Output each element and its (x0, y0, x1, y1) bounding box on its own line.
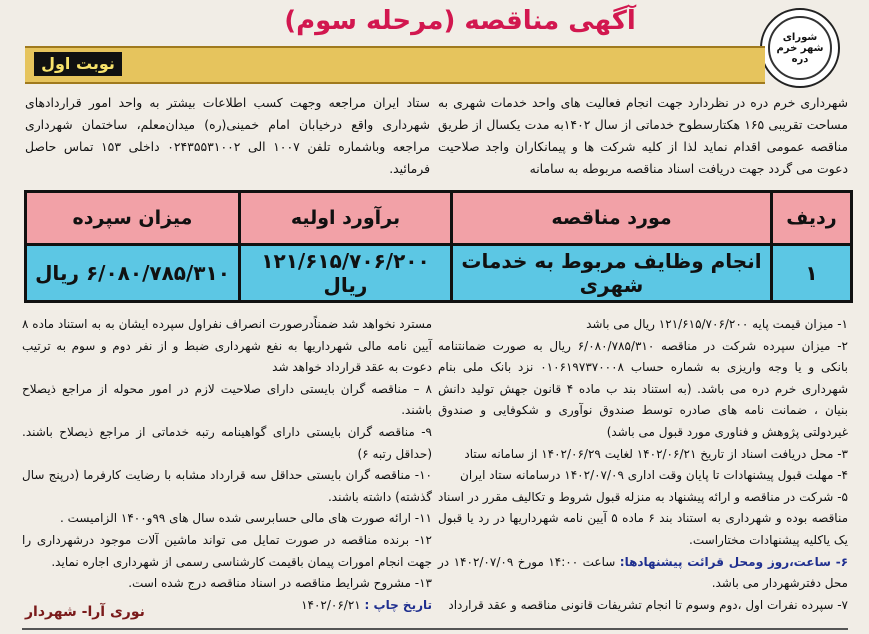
table-header-row (26, 192, 852, 245)
header-deposit-amount: میزان سپرده (26, 192, 240, 245)
condition-6-label: ۶- ساعت،روز ومحل قرائت پیشنهادها: (619, 554, 849, 569)
condition-item: ۸ – مناقصه گران بایستی دارای صلاحیت لازم در امور محوله از مراجع ذیصلاح باشند. (22, 381, 432, 418)
condition-item: ۱۰- مناقصه گران بایستی حداقل سه قرارداد مشابه با رضایت کارفرما (درپنج سال گذشته) داشته باشند. (22, 468, 432, 504)
cell-tender-subject: انجام وظایف مربوط به خدمات شهری (452, 245, 772, 302)
logo-text: شورای شهر خرم دره (776, 31, 824, 65)
condition-item: ۹- مناقصه گران بایستی دارای گواهینامه رتبه خدماتی از مراجع ذیصلاح باشند. (حداقل رتبه ۶) (22, 424, 432, 461)
page-title: آگهی مناقصه (مرحله سوم) (284, 6, 636, 36)
tender-table (24, 190, 853, 303)
condition-item-6 (438, 552, 848, 595)
table-row (26, 245, 852, 302)
condition-item: ۵- شرکت در مناقصه و ارائه پیشنهاد به منزله قبول شروط و تکالیف مقرر در اسناد مناقصه بوده و شهرداری به استناد بند ۶ ماده ۵ آیین نامه شهرداریها در رد یا قبول یک یاکلیه پیشنهادات مختاراست. (438, 489, 849, 547)
condition-item: ۱- میزان قیمت پایه ۱۲۱/۶۱۵/۷۰۶/۲۰۰ ریال می باشد (586, 317, 848, 331)
intro-paragraph-right: شهرداری خرم دره در نظردارد جهت انجام فعالیت های واحد خدمات شهری به مساحت تقریبی ۱۶۵ هکتارسطوح خدماتی از سال ۱۴۰۲به مدت یکسال از طریق مناقصه عمومی اقدام نماید لذا از کلیه شرکت ها و پیمانکاران واجد صلاحیت دعوت می گردد جهت دریافت اسناد مناقصه مربوطه به سامانه (438, 95, 848, 176)
conditions-left-column (22, 314, 432, 616)
condition-item: ۱۱- ارائه صورت های مالی حسابرسی شده سال های ۹۹و۱۴۰۰ الزامیست . (59, 511, 432, 526)
header-tender-subject: مورد مناقصه (452, 192, 772, 245)
condition-item: ۷- سپرده نفرات اول ،دوم وسوم تا انجام تشریفات قانونی مناقصه و عقد قرارداد (448, 597, 848, 612)
header-initial-estimate: برآورد اولیه (240, 192, 452, 245)
logo-emblem (768, 16, 832, 80)
condition-item: ۴- مهلت قبول پیشنهادات تا پایان وقت اداری ۱۴۰۲/۰۷/۰۹ درسامانه ستاد ایران (460, 468, 848, 483)
municipality-logo (760, 8, 840, 88)
condition-item: ۱۳- مشروح شرایط مناقصه در اسناد مناقصه درج شده است. (128, 576, 432, 591)
condition-item: ۲- میزان سپرده شرکت در مناقصه ۶/۰۸۰/۷۸۵/۳۱۰ ریال به صورت ضمانتنامه بانکی و یا وجه واریزی به شماره حساب ۰۱۰۶۱۹۷۳۷۰۰۰۸ نزد بانک ملی بنام شهرداری خرم دره می باشد. (به استناد بند ب ماده ۴ قانون جهش تولید دانش بنیان ، ضمانت نامه های صادره توسط صندوق نوآوری و شکوفایی و صندوق غیردولتی پژوهش و فناوری مورد قبول می باشد) (438, 338, 849, 439)
condition-item: ۳- محل دریافت اسناد از تاریخ ۱۴۰۲/۰۶/۲۱ لغایت ۱۴۰۲/۰۶/۲۹ از سامانه ستاد (464, 446, 848, 461)
cell-initial-estimate: ۱۲۱/۶۱۵/۷۰۶/۲۰۰ ریال (240, 245, 452, 302)
cell-row-number: ۱ (772, 245, 852, 302)
conditions-right-column (438, 314, 848, 616)
signer-name: نوری آرا- شهردار (25, 604, 145, 620)
print-date-value: ۱۴۰۲/۰۶/۲۱ (301, 597, 361, 612)
header-row-number: ردیف (772, 192, 852, 245)
cell-deposit-amount: ۶/۰۸۰/۷۸۵/۳۱۰ ریال (26, 245, 240, 302)
round-label: نوبت اول (34, 52, 122, 76)
condition-item: مسترد نخواهد شد ضمناًدرصورت انصراف نفراول سپرده ایشان به به استناد ماده ۸ آیین نامه مالی شهرداریها به نفع شهرداری ضبط و از نفر دوم و سوم به ترتیب دعوت به عقد قرارداد خواهد شد (22, 317, 432, 375)
round-banner-bar (25, 46, 765, 84)
condition-6-text: ساعت ۱۴:۰۰ مورخ ۱۴۰۲/۰۷/۰۹ در محل دفترشهردار می باشد. (438, 554, 848, 591)
print-date-label: تاریخ چاپ : (364, 597, 432, 612)
intro-paragraph-left: ستاد ایران مراجعه وجهت کسب اطلاعات بیشتر به واحد امور قراردادهای شهرداری واقع درخیابان امام خمینی(ره) میدان‌معلم، ساختمان شهرداری مراجعه وباشماره تلفن ۱۰۰۷ الی ۰۲۴۳۵۵۳۱۰۰۲ داخلی ۱۵۳ تماس حاصل فرمائید. (25, 95, 430, 176)
condition-item: ۱۲- برنده مناقصه در صورت تمایل می تواند ماشین آلات موجود درشهرداری را جهت انجام امورات پیمان باقیمت کارشناسی رسمی از شهرداری اجاره نماید. (22, 532, 432, 569)
bottom-divider (22, 628, 848, 630)
